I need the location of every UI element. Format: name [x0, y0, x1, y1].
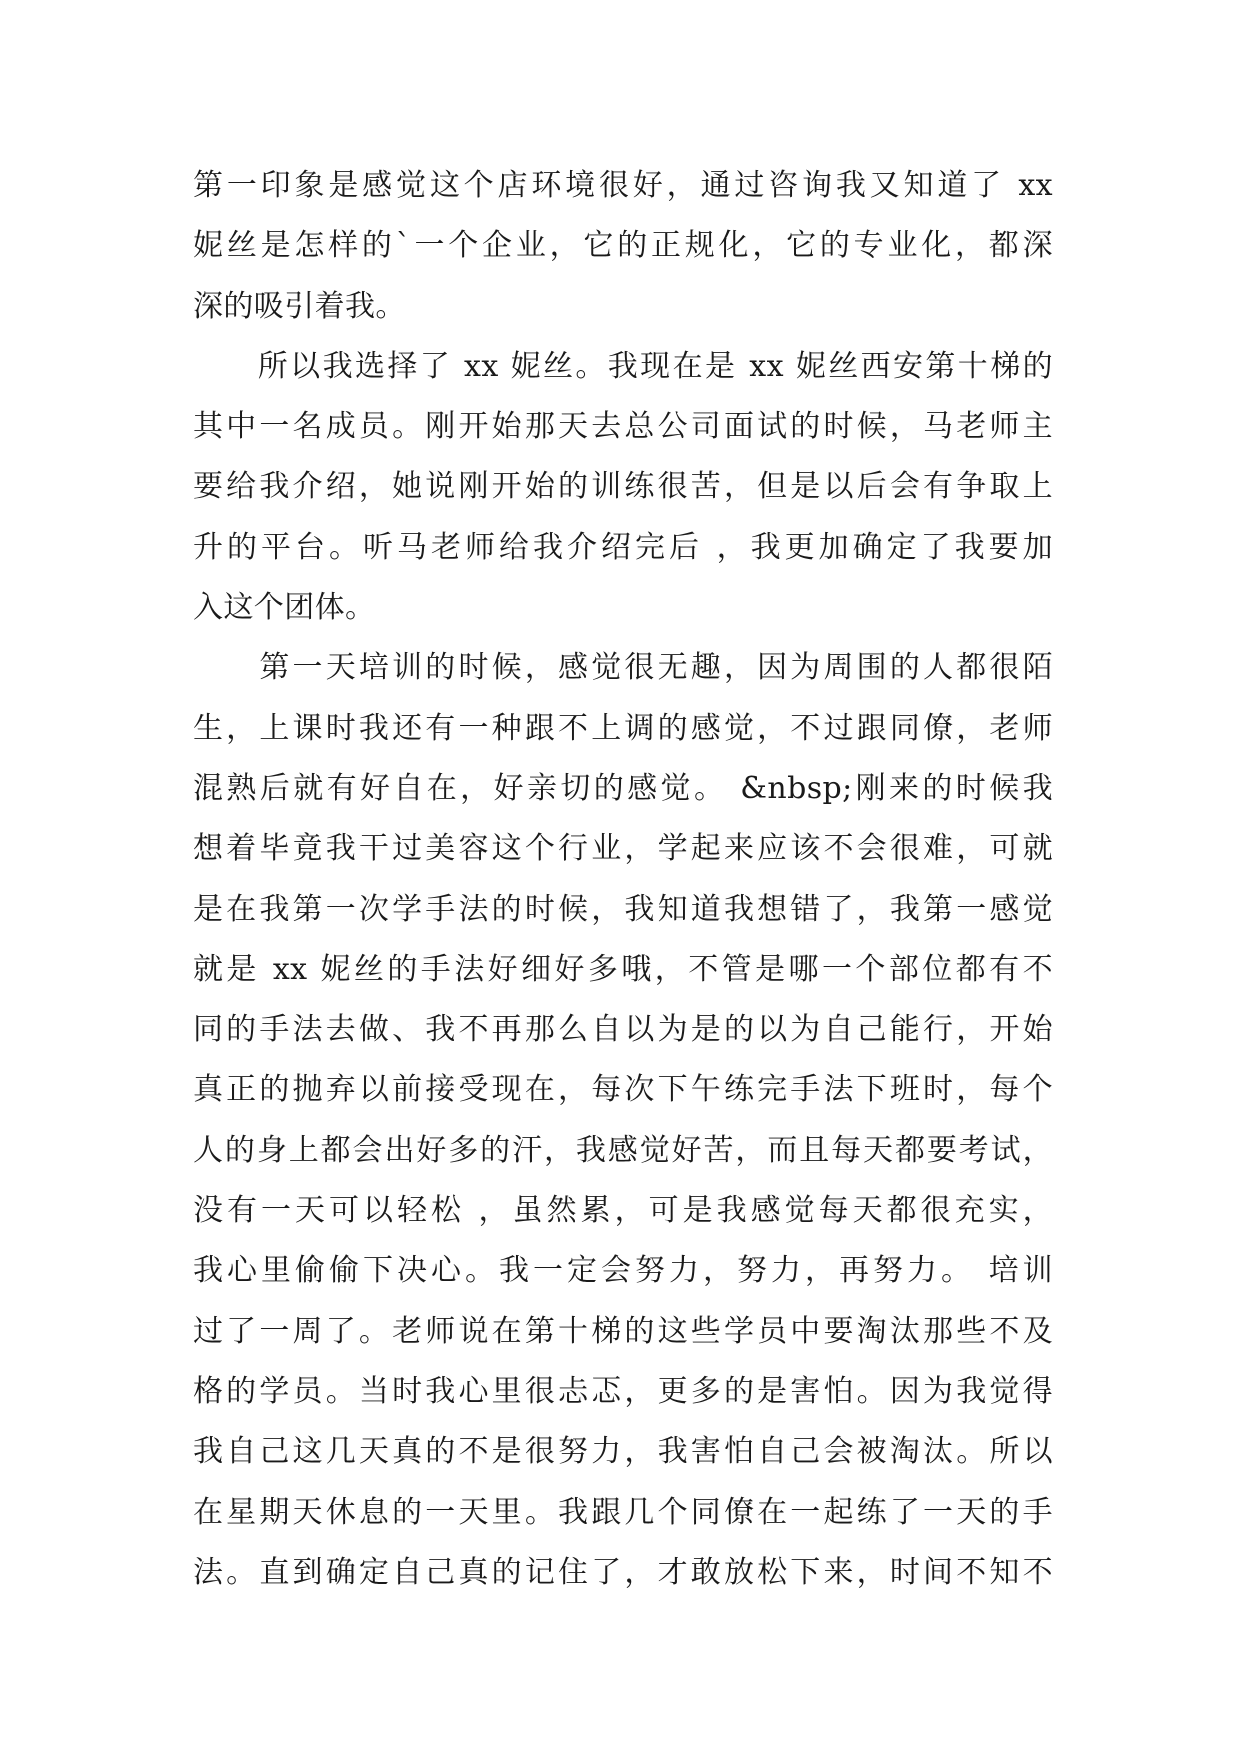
text-line: 过了一周了。老师说在第十梯的这些学员中要淘汰那些不及 [193, 1313, 1053, 1349]
text-line: 我心里偷偷下决心。我一定会努力，努力，再努力。 培训 [193, 1253, 1053, 1289]
text-line: 第一天培训的时候，感觉很无趣，因为周围的人都很陌 [193, 650, 1053, 686]
text-line: 混熟后就有好自在，好亲切的感觉。 &nbsp;刚来的时候我 [193, 770, 1053, 806]
text-line: 我自己这几天真的不是很努力，我害怕自己会被淘汰。所以 [193, 1434, 1053, 1470]
text-line: 格的学员。当时我心里很忐忑，更多的是害怕。因为我觉得 [193, 1373, 1053, 1409]
text-line: 妮丝是怎样的`一个企业，它的正规化，它的专业化，都深 [193, 228, 1053, 264]
text-line: 同的手法去做、我不再那么自以为是的以为自己能行，开始 [193, 1012, 1053, 1048]
text-line: 要给我介绍，她说刚开始的训练很苦，但是以后会有争取上 [193, 469, 1053, 505]
text-line: 所以我选择了 xx 妮丝。我现在是 xx 妮丝西安第十梯的 [193, 348, 1053, 384]
text-line: 没有一天可以轻松 ，虽然累，可是我感觉每天都很充实， [193, 1193, 1053, 1229]
text-line: 真正的抛弃以前接受现在，每次下午练完手法下班时，每个 [193, 1072, 1053, 1108]
text-line: 其中一名成员。刚开始那天去总公司面试的时候，马老师主 [193, 409, 1053, 445]
text-line: 就是 xx 妮丝的手法好细好多哦，不管是哪一个部位都有不 [193, 951, 1053, 987]
body-text [193, 156, 1053, 1603]
text-line: 深的吸引着我。 [193, 288, 406, 324]
text-line: 入这个团体。 [193, 590, 376, 626]
text-line: 升的平台。听马老师给我介绍完后 ，我更加确定了我要加 [193, 529, 1053, 565]
text-line: 第一印象是感觉这个店环境很好，通过咨询我又知道了 xx [193, 168, 1053, 203]
text-line: 在星期天休息的一天里。我跟几个同僚在一起练了一天的手 [193, 1494, 1053, 1530]
text-line: 生，上课时我还有一种跟不上调的感觉，不过跟同僚，老师 [193, 710, 1053, 746]
text-line: 人的身上都会出好多的汗，我感觉好苦，而且每天都要考试， [193, 1132, 1053, 1168]
text-line: 是在我第一次学手法的时候，我知道我想错了，我第一感觉 [193, 891, 1053, 927]
text-line: 法。直到确定自己真的记住了，才敢放松下来，时间不知不 [193, 1554, 1053, 1590]
text-line: 想着毕竟我干过美容这个行业，学起来应该不会很难，可就 [193, 831, 1053, 867]
